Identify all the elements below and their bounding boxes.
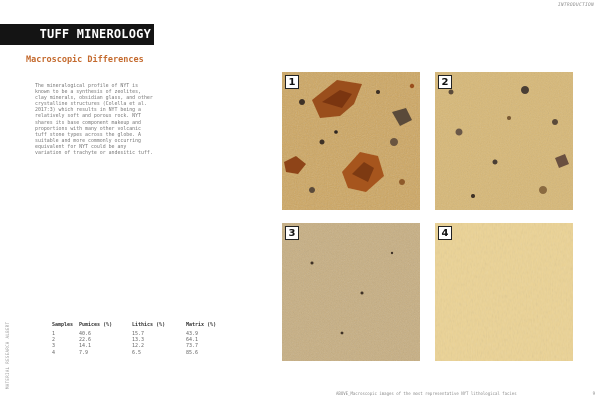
body-text xyxy=(35,83,153,156)
composition-table xyxy=(52,322,226,356)
tuff-sample-photo-2 xyxy=(435,72,573,210)
photo-number-badge: 4 xyxy=(438,226,452,240)
table-cell: 6.5 xyxy=(132,349,142,356)
table-cell: 2 xyxy=(52,337,56,344)
table-cell: 14.1 xyxy=(79,343,92,350)
tuff-sample-photo-3 xyxy=(282,223,420,361)
table-cell: 13.3 xyxy=(132,337,145,344)
table-header-row xyxy=(52,322,226,331)
tuff-sample-photo-4 xyxy=(435,223,573,361)
section-subheading: Macroscopic Differences xyxy=(26,55,144,65)
table-cell: 43.9 xyxy=(186,331,199,337)
page-title: TUFF MINEROLOGY xyxy=(39,27,151,41)
table-cell: 12.2 xyxy=(132,343,145,350)
table-cell: 3 xyxy=(52,343,56,350)
page-number: 9 xyxy=(592,391,595,396)
table-row xyxy=(52,350,226,356)
tuff-sample-photo-1 xyxy=(282,72,420,210)
title-bar xyxy=(0,24,154,45)
table-cell: 64.1 xyxy=(186,337,199,344)
table-cell: 85.6 xyxy=(186,349,199,356)
tuff-texture-1 xyxy=(282,72,420,210)
body-paragraph: The mineralogical profile of NYT is known to be a synthesis of zeolites, clay minerals, obsidian glass, and other crystalline structures (Colella et al. 2017:3) which results in NYT being a relatively soft and porous rock. NYT shares its base component makeup and proportions with many other volcanic tuff stone types across the globe. A suitable and more commonly occurring equivalent for NYT could be any variation of trachyte or andesitic tuff. xyxy=(35,83,153,157)
photo-number-badge: 3 xyxy=(285,226,299,240)
tuff-texture-2 xyxy=(435,72,573,210)
tuff-texture-3 xyxy=(282,223,420,361)
table-cell: 7.9 xyxy=(79,349,89,356)
vertical-side-label: MATERIAL RESEARCH ALBERT xyxy=(5,321,10,389)
table-cell: 73.7 xyxy=(186,343,199,350)
table-header: Lithics (%) xyxy=(132,322,166,328)
table-header: Matrix (%) xyxy=(186,322,217,328)
table-cell: 1 xyxy=(52,331,56,337)
tuff-texture-4 xyxy=(435,223,573,361)
table-cell: 15.7 xyxy=(132,331,145,337)
table-cell: 22.6 xyxy=(79,337,92,344)
table-cell: 4 xyxy=(52,349,56,356)
table-header: Samples xyxy=(52,322,74,328)
photo-number-badge: 2 xyxy=(438,75,452,89)
table-cell: 40.6 xyxy=(79,331,92,337)
figure-caption: ABOVE_Macroscopic images of the most representative NYT lithological facies xyxy=(336,391,517,396)
table-header: Pumices (%) xyxy=(79,322,113,328)
section-label: INTRODUCTION xyxy=(557,3,594,8)
photo-number-badge: 1 xyxy=(285,75,299,89)
